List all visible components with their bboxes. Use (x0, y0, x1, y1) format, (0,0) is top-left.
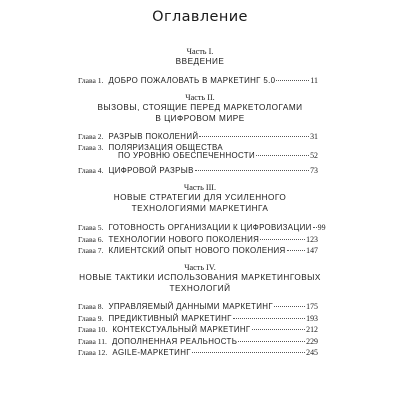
dot-leader (287, 250, 306, 251)
chapter-number: Глава 6. (78, 235, 104, 244)
toc-entry-chapter-8[interactable] (78, 299, 318, 309)
dot-leader (252, 329, 306, 330)
chapter-number: Глава 4. (78, 166, 104, 175)
chapter-number: Глава 2. (78, 132, 104, 141)
part-4-heading-line-1: НОВЫЕ ТАКТИКИ ИСПОЛЬЗОВАНИЯ МАРКЕТИНГОВЫХ (79, 273, 321, 282)
dot-leader (192, 352, 305, 353)
part-3-label: Часть III. (183, 183, 217, 192)
toc-entry-chapter-10[interactable] (78, 322, 318, 332)
page-number: 11 (310, 76, 318, 85)
part-1-heading (60, 57, 340, 68)
page-title: Оглавление (152, 9, 248, 25)
part-2-heading (60, 103, 340, 124)
part-4-heading-line-2: ТЕХНОЛОГИЙ (169, 283, 231, 293)
chapter-title: КОНТЕКСТУАЛЬНЫЙ МАРКЕТИНГ (112, 325, 251, 334)
toc-entry-chapter-3[interactable] (78, 140, 318, 150)
part-1-heading-line-1: ВВЕДЕНИЕ (175, 57, 225, 66)
dot-leader (199, 136, 309, 137)
page-number: 123 (306, 235, 318, 244)
part-3-heading-line-1: НОВЫЕ СТРАТЕГИИ ДЛЯ УСИЛЕННОГО (113, 193, 287, 202)
chapter-title: ЦИФРОВОЙ РАЗРЫВ (108, 166, 194, 175)
chapter-title: КЛИЕНТСКИЙ ОПЫТ НОВОГО ПОКОЛЕНИЯ (108, 246, 286, 255)
page-number: 99 (317, 223, 326, 232)
dot-leader (260, 239, 305, 240)
chapter-title-continued: ПО УРОВНЮ ОБЕСПЕЧЕННОСТИ (118, 151, 255, 160)
chapter-title: ПОЛЯРИЗАЦИЯ ОБЩЕСТВА (108, 143, 223, 152)
chapter-number: Глава 12. (78, 348, 108, 357)
chapter-number: Глава 5. (78, 223, 104, 232)
toc-entry-chapter-12[interactable] (78, 345, 318, 355)
chapter-title: ТЕХНОЛОГИИ НОВОГО ПОКОЛЕНИЯ (108, 235, 260, 244)
toc-entry-chapter-5[interactable] (78, 220, 326, 232)
toc-entry-chapter-2[interactable] (78, 129, 318, 139)
part-4-label: Часть IV. (184, 263, 216, 272)
toc-entry-chapter-6[interactable] (78, 232, 318, 242)
part-3-heading (60, 193, 340, 214)
part-2-label: Часть II. (185, 93, 215, 102)
chapter-number: Глава 8. (78, 302, 104, 311)
dot-leader (274, 306, 305, 307)
page-number: 73 (310, 166, 318, 175)
toc-entry-chapter-3-cont[interactable] (78, 151, 318, 161)
chapter-title: ДОБРО ПОЖАЛОВАТЬ В МАРКЕТИНГ 5.0 (108, 76, 276, 85)
page-number: 245 (306, 348, 318, 357)
chapter-number: Глава 3. (78, 143, 104, 152)
chapter-title: ГОТОВНОСТЬ ОРГАНИЗАЦИИ К ЦИФРОВИЗАЦИИ (108, 223, 312, 232)
chapter-title: ДОПОЛНЕННАЯ РЕАЛЬНОСТЬ (112, 337, 238, 346)
chapter-number: Глава 10. (78, 325, 108, 334)
dot-leader (233, 318, 305, 319)
toc-entry-chapter-11[interactable] (78, 334, 318, 344)
part-3-heading-line-2: ТЕХНОЛОГИЯМИ МАРКЕТИНГА (131, 203, 269, 213)
toc-entry-chapter-1[interactable] (78, 73, 318, 83)
page-number: 52 (310, 151, 318, 160)
part-4-heading (60, 273, 340, 294)
dot-leader (256, 155, 309, 156)
chapter-title: AGILE-МАРКЕТИНГ (112, 348, 191, 357)
toc-entry-chapter-4[interactable] (78, 163, 318, 173)
page-number: 212 (306, 325, 318, 334)
page-number: 193 (306, 314, 318, 323)
part-2-heading-line-2: В ЦИФРОВОМ МИРЕ (155, 113, 245, 123)
dot-leader (195, 170, 309, 171)
part-1-label: Часть I. (186, 47, 214, 56)
toc-entry-chapter-7[interactable] (78, 243, 318, 253)
chapter-title: РАЗРЫВ ПОКОЛЕНИЙ (108, 132, 199, 141)
part-2-heading-line-1: ВЫЗОВЫ, СТОЯЩИЕ ПЕРЕД МАРКЕТОЛОГАМИ (97, 103, 303, 112)
page-number: 147 (306, 246, 318, 255)
chapter-number: Глава 1. (78, 76, 104, 85)
chapter-number: Глава 7. (78, 246, 104, 255)
chapter-title: ПРЕДИКТИВНЫЙ МАРКЕТИНГ (108, 314, 232, 323)
chapter-number: Глава 11. (78, 337, 107, 346)
dot-leader (238, 341, 305, 342)
page-number: 31 (310, 132, 318, 141)
page-number: 229 (306, 337, 318, 346)
page-number: 175 (306, 302, 318, 311)
toc-entry-chapter-9[interactable] (78, 311, 318, 321)
chapter-title: УПРАВЛЯЕМЫЙ ДАННЫМИ МАРКЕТИНГ (108, 302, 273, 311)
chapter-number: Глава 9. (78, 314, 104, 323)
dot-leader (313, 227, 317, 228)
dot-leader (276, 80, 309, 81)
